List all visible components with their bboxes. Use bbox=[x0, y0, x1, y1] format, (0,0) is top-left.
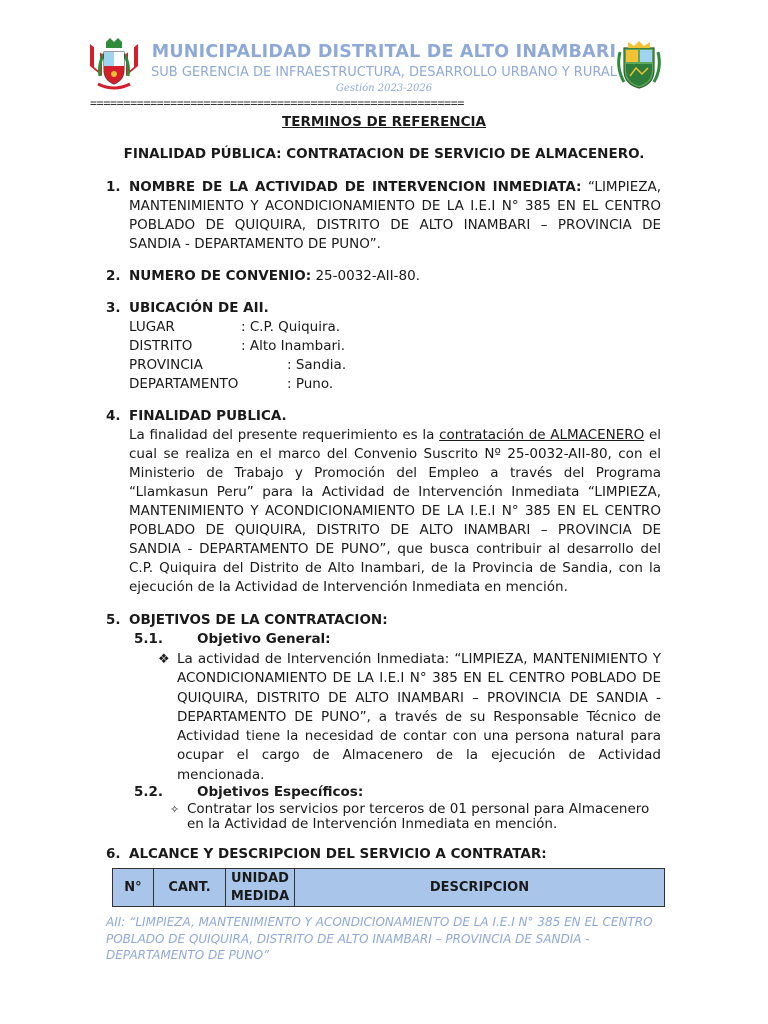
section-4-number: 4. bbox=[106, 408, 121, 424]
table-header-cell: UNIDAD MEDIDA bbox=[226, 869, 295, 907]
location-value: : Sandia. bbox=[287, 357, 347, 373]
location-value: : Alto Inambari. bbox=[241, 338, 346, 354]
table-header-row bbox=[113, 869, 665, 907]
location-key: PROVINCIA bbox=[129, 357, 203, 373]
underlined-phrase: contratación de ALMACENERO bbox=[439, 427, 645, 443]
section-2-number: 2. bbox=[106, 268, 121, 284]
header-divider: ======================================================== bbox=[90, 96, 465, 110]
table-header-cell: DESCRIPCION bbox=[295, 869, 665, 907]
section-2-value: 25-0032-AII-80. bbox=[311, 268, 420, 284]
location-key: DEPARTAMENTO bbox=[129, 376, 239, 392]
section-1-number: 1. bbox=[106, 179, 121, 195]
section-1-label: NOMBRE DE LA ACTIVIDAD DE INTERVENCION INMEDIATA: bbox=[129, 179, 582, 195]
table-header-cell: CANT. bbox=[154, 869, 226, 907]
section-3-number: 3. bbox=[106, 300, 121, 316]
subsection-5-2-number: 5.2. bbox=[134, 784, 164, 800]
section-1-body bbox=[129, 178, 661, 254]
diamond-bullet-icon: ❖ bbox=[158, 652, 170, 667]
section-4-label: FINALIDAD PUBLICA. bbox=[129, 408, 287, 424]
section-6-number: 6. bbox=[106, 846, 121, 862]
section-2-body bbox=[129, 267, 661, 286]
subsection-5-2-label: Objetivos Específicos: bbox=[197, 784, 364, 800]
table-header-cell: N° bbox=[113, 869, 154, 907]
section-5-label: OBJETIVOS DE LA CONTRATACION: bbox=[129, 612, 388, 628]
subsection-5-1-label: Objetivo General: bbox=[197, 631, 331, 647]
page-footer: AII: “LIMPIEZA, MANTENIMIENTO Y ACONDICIONAMIENTO DE LA I.E.I N° 385 EN EL CENTRO POBLADO DE QUIQUIRA, DISTRITO DE ALTO INAMBARI – PROVINCIA DE SANDIA - DEPARTAMENTO DE PUNO” bbox=[106, 915, 653, 962]
location-value: : Puno. bbox=[287, 376, 334, 392]
section-5-number: 5. bbox=[106, 612, 121, 628]
section-4-body: La finalidad del presente requerimiento es la contratación de ALMACENERO el cual se realiza en el marco del Convenio Suscrito Nº 25-0032-AII-80, con el Ministerio de Trabajo y Promoción del Empleo a través del Programa “Llamkasun Peru” para la Actividad de Intervención Inmediata “LIMPIEZA, MANTENIMIENTO Y ACONDICIONAMIENTO DE LA I.E.I N° 385 EN EL CENTRO POBLADO DE QUIQUIRA, DISTRITO DE ALTO INAMBARI – PROVINCIA DE SANDIA - DEPARTAMENTO DE PUNO”, que busca contribuir al desarrollo del C.P. Quiquira del Distrito de Alto Inambari, de la Provincia de Sandia, con la ejecución de la Actividad de Intervención Inmediata en mención. bbox=[129, 427, 661, 595]
service-table bbox=[112, 868, 665, 907]
subgerencia-name: SUB GERENCIA DE INFRAESTRUCTURA, DESARROLLO URBANO Y RURAL bbox=[151, 65, 617, 80]
subsection-5-1-number: 5.1. bbox=[134, 631, 164, 647]
document-title: TERMINOS DE REFERENCIA bbox=[282, 114, 486, 130]
gestion-period: Gestión 2023-2026 bbox=[335, 83, 433, 94]
specific-objective-text: Contratar los servicios por terceros de 01 personal para Almacenero en la Actividad de Intervención Inmediata en mención. bbox=[187, 801, 650, 832]
section-3-label: UBICACIÓN DE AII. bbox=[129, 300, 269, 316]
general-objective-text: La actividad de Intervención Inmediata: “LIMPIEZA, MANTENIMIENTO Y ACONDICIONAMIENTO DE LA I.E.I N° 385 EN EL CENTRO POBLADO DE QUIQUIRA, DISTRITO DE ALTO INAMBARI – PROVINCIA DE SANDIA - DEPARTAMENTO DE PUNO”, a través de su Responsable Técnico de Actividad tiene la necesidad de contar con una persona natural para ocupar el cargo de Almacenero de la ejecución de Actividad mencionada. bbox=[177, 651, 661, 783]
location-key: DISTRITO bbox=[129, 338, 193, 354]
section-2-label: NUMERO DE CONVENIO: bbox=[129, 268, 312, 284]
location-value: : C.P. Quiquira. bbox=[241, 319, 341, 335]
document-subtitle: FINALIDAD PÚBLICA: CONTRATACION DE SERVICIO DE ALMACENERO. bbox=[123, 146, 645, 162]
star-bullet-icon: ✧ bbox=[170, 803, 180, 816]
location-key: LUGAR bbox=[129, 319, 175, 335]
section-1-text: “LIMPIEZA, MANTENIMIENTO Y ACONDICIONAMIENTO DE LA I.E.I N° 385 EN EL CENTRO POBLADO DE QUIQUIRA, DISTRITO DE ALTO INAMBARI – PROVINCIA DE SANDIA - DEPARTAMENTO DE PUNO”. bbox=[129, 179, 662, 252]
section-6-label: ALCANCE Y DESCRIPCION DEL SERVICIO A CONTRATAR: bbox=[129, 846, 547, 862]
municipality-name: MUNICIPALIDAD DISTRITAL DE ALTO INAMBARI bbox=[151, 42, 617, 62]
